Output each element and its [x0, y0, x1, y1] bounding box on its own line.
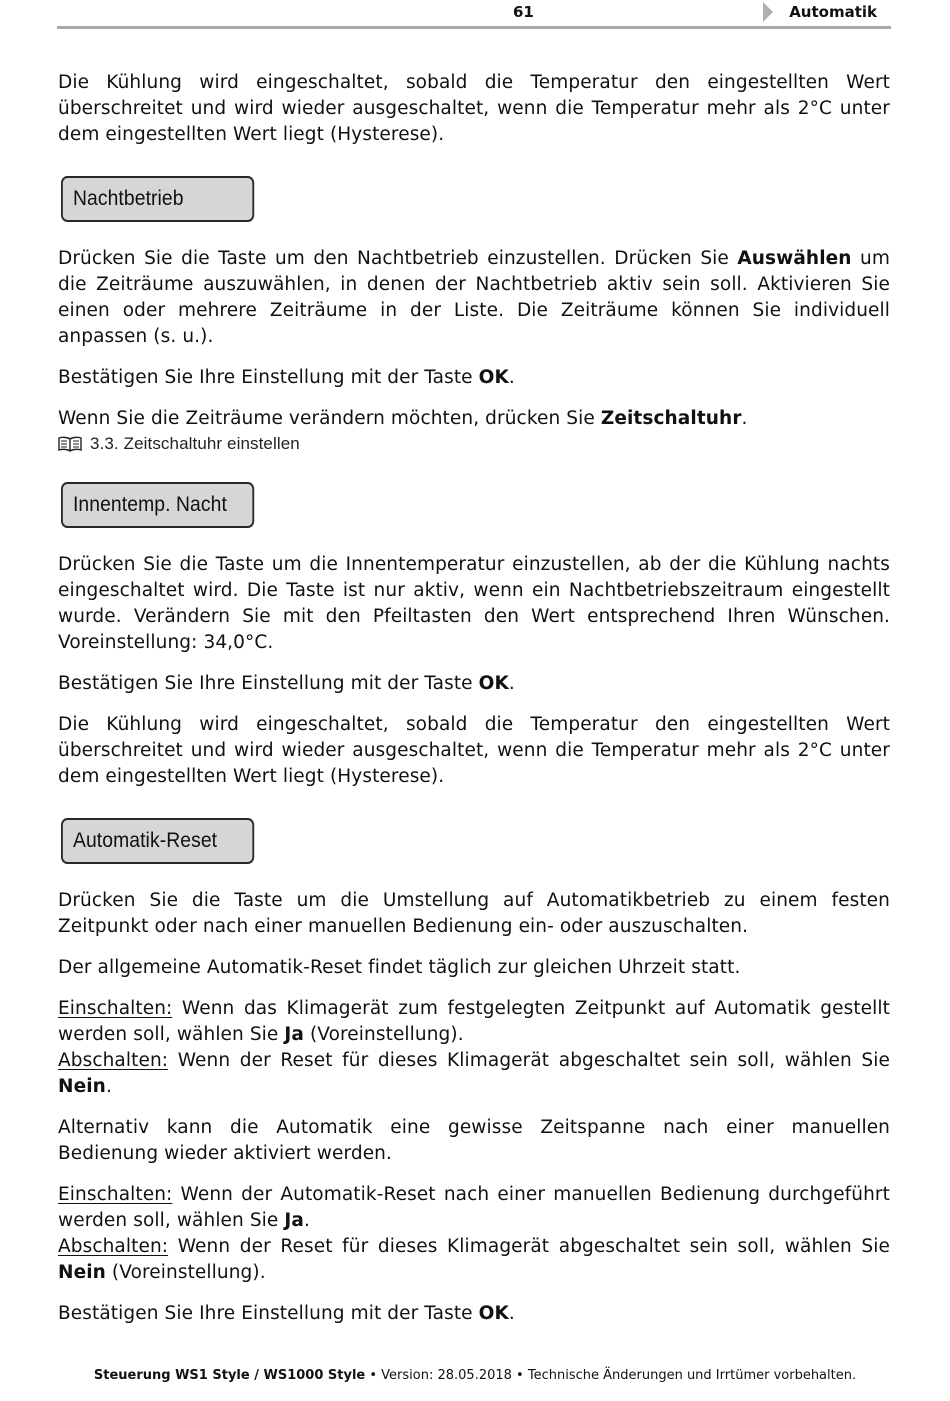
- reset-off-fixed: Abschalten: Wenn der Reset für dieses Klimagerät abgeschaltet sein soll, wählen Sie Nein.: [58, 1050, 890, 1097]
- page-footer: Steuerung WS1 Style / WS1000 Style • Version: 28.05.2018 • Technische Änderungen und Irrtümer vorbehalten.: [93, 1368, 857, 1383]
- innentemp-hysteresis: Die Kühlung wird eingeschaltet, sobald die Temperatur den eingestellten Wert überschreitet und wird wieder ausgeschaltet, wenn die Temperatur mehr als 2°C unter dem eingestellten Wert liegt (Hysterese).: [58, 714, 890, 787]
- chapter-title: Automatik: [789, 3, 877, 21]
- reset-description: Drücken Sie die Taste um die Umstellung auf Automatikbetrieb zu einem festen Zeitpunkt oder nach einer manuellen Bedienung ein- oder auszuschalten.: [58, 890, 890, 937]
- chapter-arrow-icon: [763, 2, 773, 22]
- automatik-reset-button: Automatik-Reset: [61, 818, 254, 864]
- reset-off-manual: Abschalten: Wenn der Reset für dieses Klimagerät abgeschaltet sein soll, wählen Sie Nein (Voreinstellung).: [58, 1236, 890, 1283]
- footer-disclaimer: Technische Änderungen und Irrtümer vorbehalten.: [527, 1368, 857, 1383]
- footer-version: Version: 28.05.2018: [381, 1368, 512, 1383]
- reset-daily: Der allgemeine Automatik-Reset findet täglich zur gleichen Uhrzeit statt.: [58, 957, 741, 978]
- innentemp-description: Drücken Sie die Taste um die Innentemperatur einzustellen, ab der die Kühlung nachts eingeschaltet wird. Die Taste ist nur aktiv, wenn ein Nachtbetriebszeitraum eingestellt wurde. Verändern Sie mit den Pfeiltasten den Wert entsprechend Ihren Wünschen. Voreinstellung: 34,0°C.: [58, 554, 890, 653]
- page-header: [57, 0, 891, 29]
- nachtbetrieb-description: Drücken Sie die Taste um den Nachtbetrieb einzustellen. Drücken Sie Auswählen um die Zeiträume auszuwählen, in denen der Nachtbetrieb aktiv sein soll. Aktivieren Sie einen oder mehrere Zeiträume in der Liste. Die Zeiträume können Sie individuell anpassen (s. u.).: [58, 248, 890, 347]
- page-content: [58, 70, 890, 1342]
- intro-paragraph: Die Kühlung wird eingeschaltet, sobald die Temperatur den eingestellten Wert überschreitet und wird wieder ausgeschaltet, wenn die Temperatur mehr als 2°C unter dem eingestellten Wert liegt (Hysterese).: [58, 72, 890, 145]
- reset-on-fixed: Einschalten: Wenn das Klimagerät zum festgelegten Zeitpunkt auf Automatik gestellt werden soll, wählen Sie Ja (Voreinstellung).: [58, 998, 890, 1045]
- nachtbetrieb-confirm: Bestätigen Sie Ihre Einstellung mit der Taste OK.: [58, 367, 515, 388]
- reset-alternative: Alternativ kann die Automatik eine gewisse Zeitspanne nach einer manuellen Bedienung wieder aktiviert werden.: [58, 1117, 890, 1164]
- cross-reference-text: 3.3. Zeitschaltuhr einstellen: [90, 434, 300, 453]
- cross-reference[interactable]: [58, 434, 890, 454]
- reset-on-manual: Einschalten: Wenn der Automatik-Reset nach einer manuellen Bedienung durchgeführt werden soll, wählen Sie Ja.: [58, 1184, 890, 1231]
- innentemp-confirm: Bestätigen Sie Ihre Einstellung mit der Taste OK.: [58, 673, 515, 694]
- nachtbetrieb-timer-hint: Wenn Sie die Zeiträume verändern möchten, drücken Sie Zeitschaltuhr.: [58, 408, 748, 429]
- reset-confirm: Bestätigen Sie Ihre Einstellung mit der Taste OK.: [58, 1303, 515, 1324]
- innentemp-nacht-button: Innentemp. Nacht: [61, 482, 254, 528]
- page-number: 61: [513, 3, 534, 21]
- footer-product: Steuerung WS1 Style / WS1000 Style: [93, 1368, 366, 1383]
- nachtbetrieb-button: Nachtbetrieb: [61, 176, 254, 222]
- book-icon: [58, 436, 82, 452]
